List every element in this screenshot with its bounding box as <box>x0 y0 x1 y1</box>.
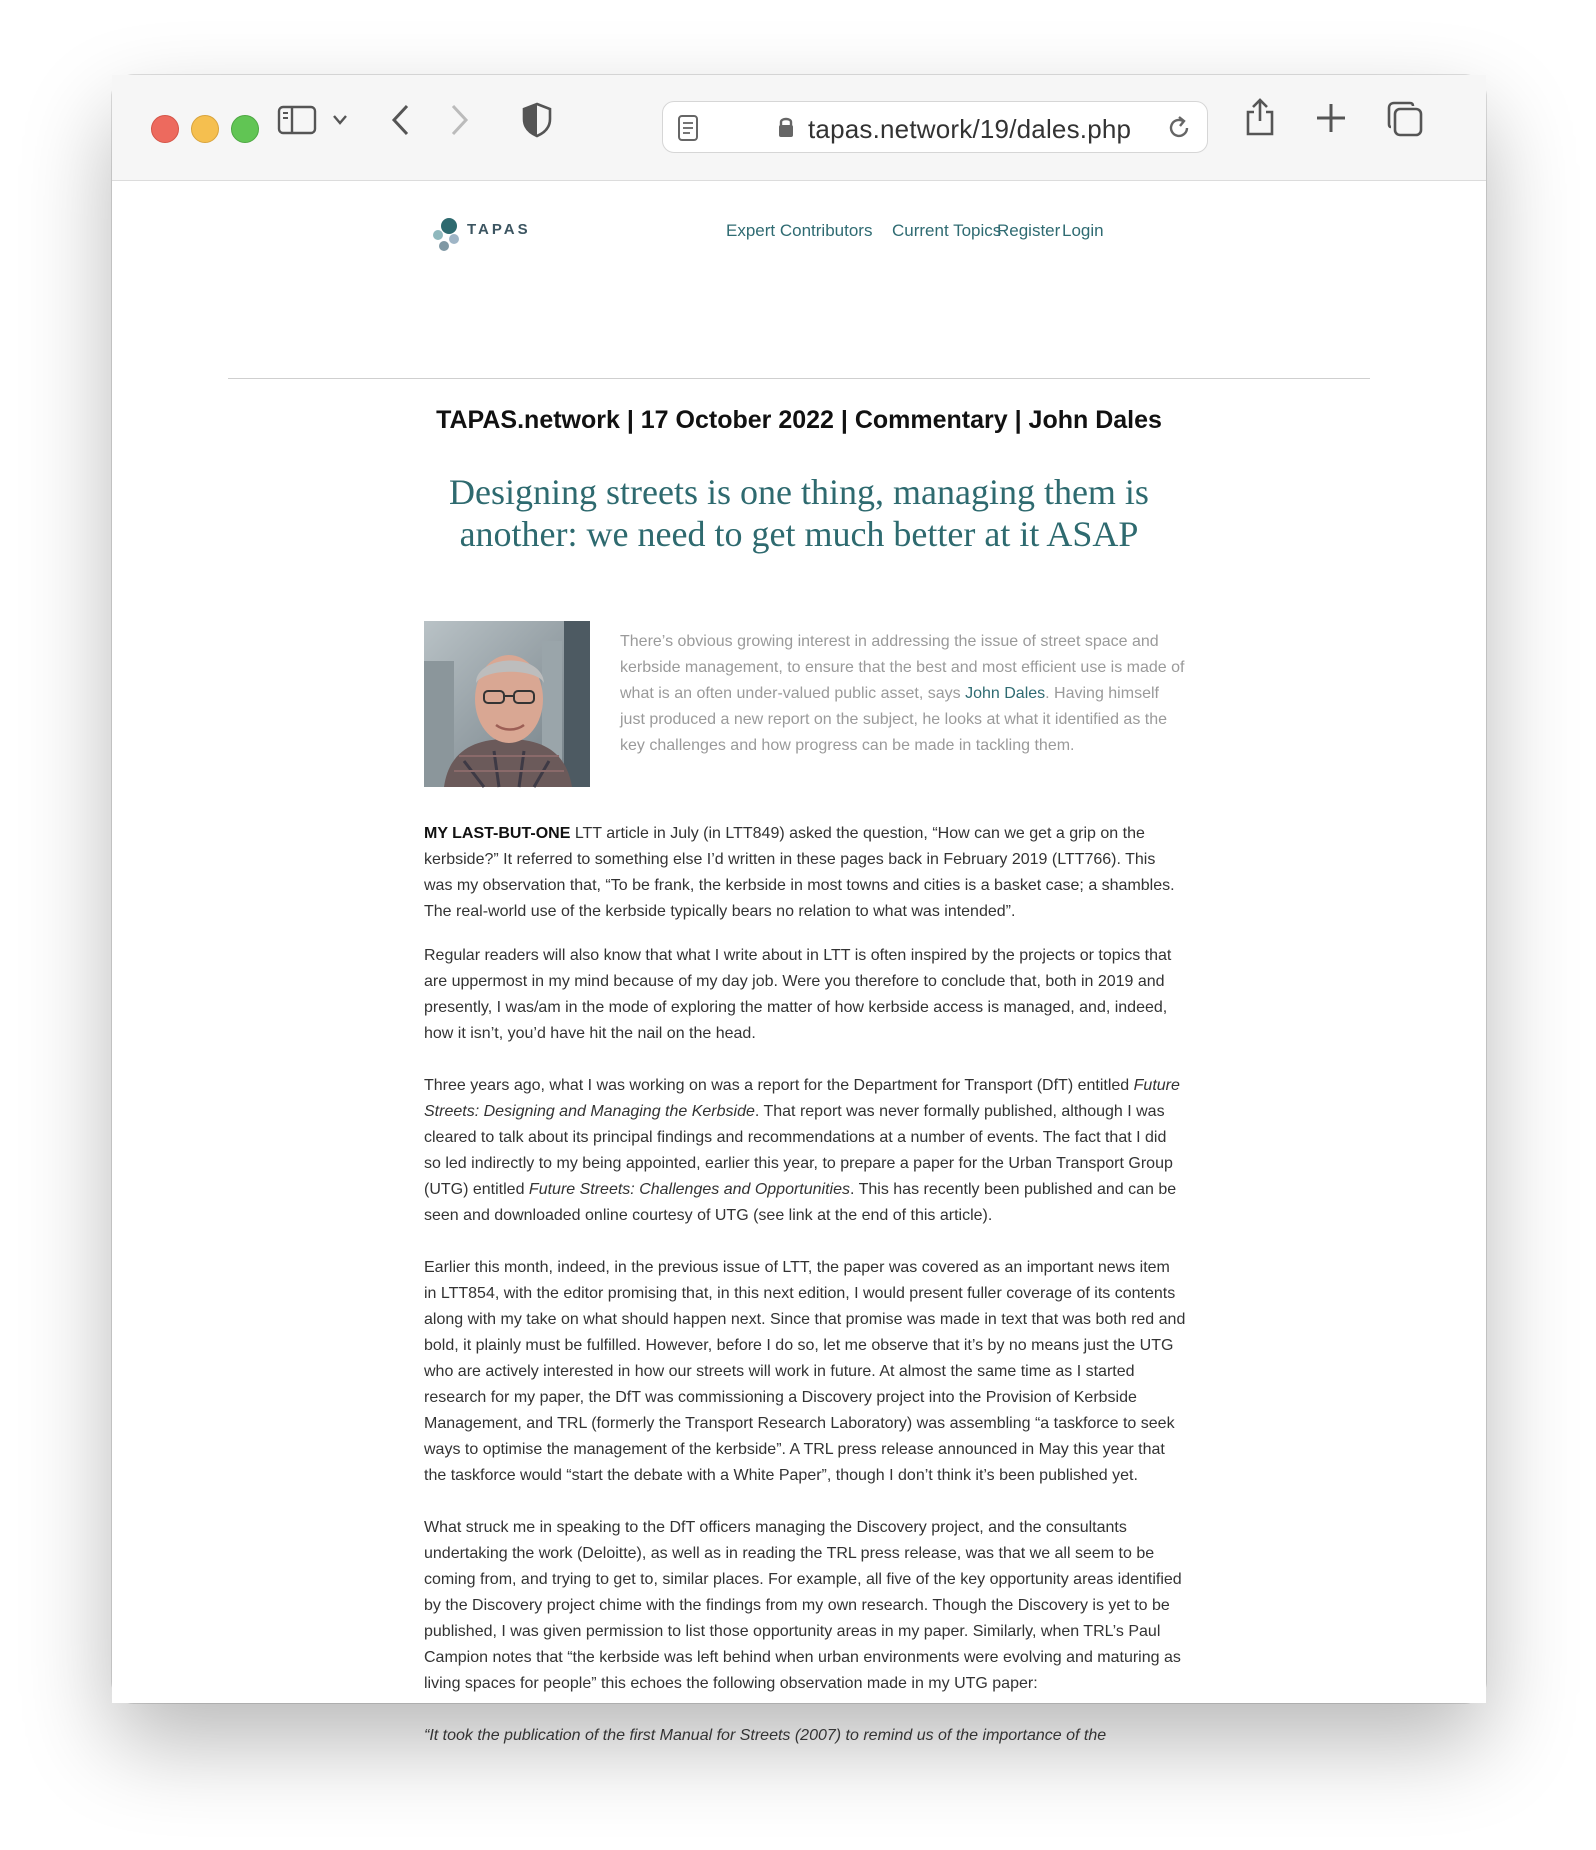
report-title-1: Future Streets: Designing and Managing the Kerbside <box>424 1077 1180 1120</box>
author-photo <box>424 621 590 787</box>
article-body <box>424 821 1186 1767</box>
paragraph-1-text: LTT article in July (in LTT849) asked the question, “How can we get a grip on the kerbside?” It referred to something else I’d written in these pages back in February 2019 (LTT766). This was my observation that, “To be frank, the kerbside in most towns and cities is a basket case; a shambles. The real-world use of the kerbside typically bears no relation to what was intended”. <box>424 825 1175 920</box>
nav-current-topics[interactable]: Current Topics <box>892 221 1002 240</box>
paragraph-5: What struck me in speaking to the DfT officers managing the Discovery project, and the consultants undertaking the work (Deloitte), as well as in reading the TRL press release, was that we all seem to be coming from, and trying to get to, similar places. For example, all five of the key opportunity areas identified by the Discovery project chime with the findings from my own research. Though the Discovery is yet to be published, I was given permission to list those opportunity areas in my paper. Similarly, when TRL’s Paul Campion notes that “the kerbside was left behind when urban environments were evolving and maturing as living spaces for people” this echoes the following observation made in my UTG paper: <box>424 1519 1182 1692</box>
close-window-button[interactable] <box>151 115 179 143</box>
paragraph-3-text-a: Three years ago, what I was working on was a report for the Department for Transport (DfT) entitled <box>424 1077 1134 1094</box>
shield-icon[interactable] <box>522 102 552 138</box>
tab-overview-icon[interactable] <box>1386 100 1424 138</box>
nav-expert-contributors[interactable]: Expert Contributors <box>726 221 873 240</box>
logo-text: TAPAS <box>467 221 531 238</box>
lock-icon <box>777 115 795 139</box>
forward-icon[interactable] <box>447 103 471 137</box>
logo-icon <box>430 215 464 253</box>
chevron-down-icon[interactable] <box>332 113 348 127</box>
nav-register[interactable]: Register <box>997 221 1061 240</box>
author-portrait-image <box>424 621 590 787</box>
quote-text: “It took the publication of the first Manual for Streets (2007) to remind us of the importance of the <box>424 1727 1107 1744</box>
report-title-2: Future Streets: Challenges and Opportunities <box>528 1181 850 1198</box>
address-bar[interactable] <box>662 101 1208 153</box>
article-headline <box>412 471 1186 555</box>
paragraph-3-text-b: . That report was never formally published, although I was cleared to talk about its principal findings and recommendations at a number of events. The fact that I did so led indirectly to my being appointed, earlier this year, to prepare a paper for the Urban Transport Group (UTG) entitled <box>424 1103 1173 1198</box>
article-kicker: TAPAS.network | 17 October 2022 | Commentary | John Dales <box>436 406 1162 434</box>
paragraph-2: Regular readers will also know that what I write about in LTT is often inspired by the projects or topics that are uppermost in my mind because of my day job. Were you therefore to conclude that, both in 2019 and presently, I was/am in the mode of exploring the matter of how kerbside access is managed, and, indeed, how it isn’t, you’d have hit the nail on the head. <box>424 947 1172 1042</box>
back-icon[interactable] <box>389 103 413 137</box>
minimize-window-button[interactable] <box>191 115 219 143</box>
zoom-window-button[interactable] <box>231 115 259 143</box>
nav-login[interactable]: Login <box>1062 221 1104 240</box>
new-tab-icon[interactable] <box>1315 102 1347 134</box>
paragraph-6-quote <box>424 1723 1186 1749</box>
standfirst-text: There’s obvious growing interest in addressing the issue of street space and kerbside management, to ensure that the best and most efficient use is made of what is an often under-valued public asset, says <box>620 633 1185 702</box>
sidebar-icon[interactable] <box>277 105 317 135</box>
paragraph-lead: MY LAST-BUT-ONE <box>424 825 571 842</box>
reader-view-icon[interactable] <box>677 114 699 142</box>
paragraph-3 <box>424 1073 1186 1229</box>
browser-toolbar <box>112 75 1486 181</box>
headline-line-2: another: we need to get much better at it ASAP <box>459 514 1139 554</box>
web-page <box>112 181 1486 1744</box>
share-icon[interactable] <box>1244 97 1276 137</box>
url-text[interactable]: tapas.network/19/dales.php <box>808 114 1132 144</box>
article-standfirst <box>620 629 1186 759</box>
paragraph-1 <box>424 821 1186 925</box>
reload-icon[interactable] <box>1165 114 1193 142</box>
paragraph-3-text-c: . This has recently been published and can be seen and downloaded online courtesy of UTG (see link at the end of this article). <box>424 1181 1177 1224</box>
headline-line-1: Designing streets is one thing, managing them is <box>449 472 1149 512</box>
paragraph-4: Earlier this month, indeed, in the previous issue of LTT, the paper was covered as an important news item in LTT854, with the editor promising that, in this next edition, I would present fuller coverage of its contents along with my take on what should happen next. Since that promise was made in text that was both red and bold, it plainly must be fulfilled. However, before I do so, let me observe that it’s by no means just the UTG who are actively interested in how our streets will work in future. At almost the same time as I started research for my paper, the DfT was commissioning a Discovery project into the Provision of Kerbside Management, and TRL (formerly the Transport Research Laboratory) was assembling “a taskforce to seek ways to optimise the management of the kerbside”. A TRL press release announced in May this year that the taskforce would “start the debate with a White Paper”, though I don’t think it’s been published yet. <box>424 1259 1186 1484</box>
site-logo[interactable] <box>430 215 540 253</box>
standfirst-text-end: . Having himself just produced a new report on the subject, he looks at what it identified as the key challenges and how progress can be made in tackling them. <box>620 685 1167 754</box>
header-divider <box>228 378 1370 379</box>
browser-window <box>112 75 1486 1744</box>
author-link[interactable]: John Dales <box>965 685 1046 702</box>
